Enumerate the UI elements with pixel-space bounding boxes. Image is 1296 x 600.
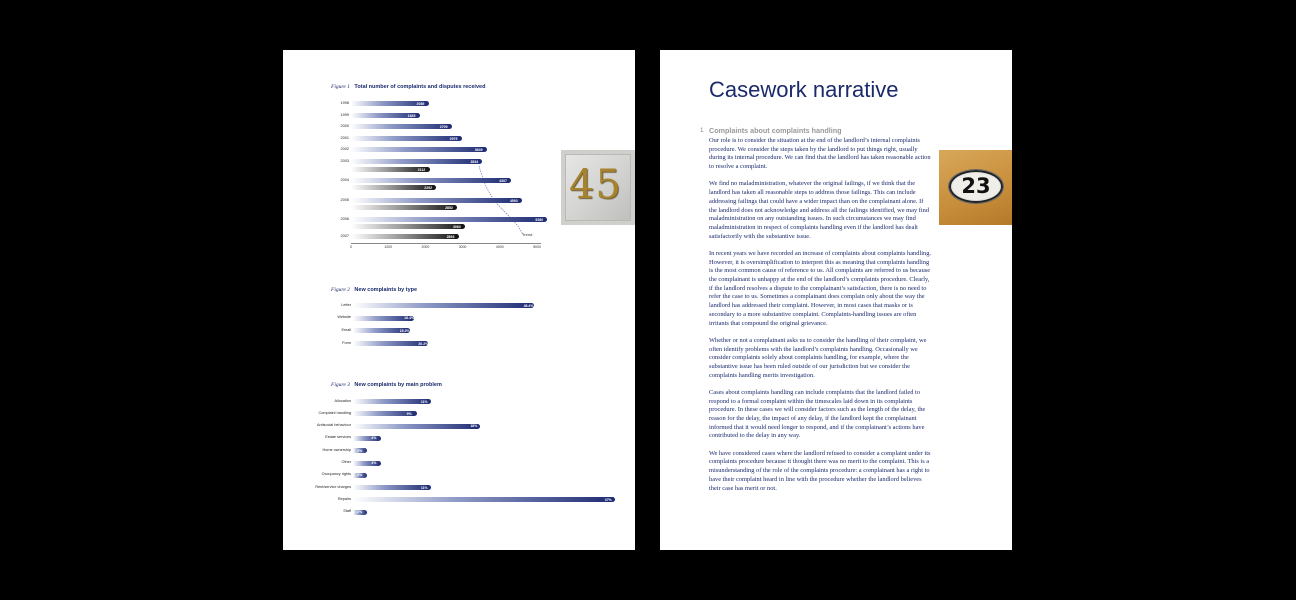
data-label: 4% [371, 461, 377, 465]
year-label: 2005 [340, 197, 349, 202]
year-label: 2002 [340, 146, 349, 151]
year-label: 2001 [340, 135, 349, 140]
number-plate [949, 170, 1003, 203]
data-label: 2975 [449, 136, 458, 141]
bar [353, 341, 428, 346]
category-label: Occupancy rights [321, 472, 351, 477]
body-text [709, 137, 931, 502]
data-label: 2085 [416, 101, 425, 106]
x-tick-label: 5000 [533, 245, 541, 249]
category-label: Estate services [325, 435, 351, 440]
category-label: Letter [341, 302, 351, 307]
bar-total [351, 159, 482, 164]
category-label: Complaint handling [318, 410, 351, 415]
category-label: Home ownership [322, 447, 351, 452]
data-label: 48.4% [523, 303, 534, 308]
year-label: 1998 [340, 100, 349, 105]
year-label: 1999 [340, 112, 349, 117]
bar-total [351, 136, 462, 141]
bar [353, 461, 381, 466]
page-heading: Casework narrative [709, 77, 899, 102]
data-label: 2292 [424, 185, 433, 190]
year-label: 2000 [340, 123, 349, 128]
paragraph-1: Our role is to consider the situation at the end of the landlord’s internal complaints procedure. We consider the steps taken by the landlord to put things right, usually during its internal procedure. We can find that the landlord has taken reasonable action to resolve a complaint. [709, 137, 931, 171]
bar-total [351, 217, 547, 222]
category-label: Repairs [337, 496, 351, 501]
bar [353, 399, 431, 404]
bar [353, 436, 381, 441]
x-tick-label: 3000 [458, 245, 467, 249]
category-label: Antisocial behaviour [317, 423, 351, 428]
house-number-45: 45 [569, 162, 622, 208]
data-label: 4593 [509, 198, 518, 203]
bar [353, 424, 480, 429]
right-page [660, 50, 1012, 550]
x-tick-label: 2000 [421, 245, 430, 249]
x-tick-label: 1000 [384, 245, 393, 249]
data-label: 11% [420, 485, 428, 490]
bar-total [351, 124, 452, 129]
year-label: 2004 [340, 177, 349, 182]
bar-disputes [351, 205, 457, 210]
trend-label: Trend [522, 232, 533, 237]
figure-3-title: New complaints by main problem [354, 382, 442, 388]
data-label: 18% [470, 424, 478, 429]
figure-3-caption [331, 382, 442, 388]
house-number-45-photo [561, 150, 635, 225]
category-label: Allocation [334, 398, 351, 403]
x-axis [351, 243, 541, 244]
figure-3-number: Figure 3 [331, 382, 350, 388]
data-label: 15.2% [399, 328, 410, 333]
data-label: 9% [406, 411, 412, 416]
paragraph-3: In recent years we have recorded an increase of complaints about complaints handling. However, it is oversimplification to interpret this as meaning that complaints handling is the most common cause of reference to us. All complaints are referred to us because the complainant is unhappy at the end of the landlord’s complaints procedure. Clearly, if the landlord resolves a dispute to the complainant’s satisfaction, there is no need to refer the case to us. Sometimes a complainant does complain only about the way the landlord has addressed their complaint. However, in most cases that masks or is secondary to a more substantive complaint. Complaints-handling issues are often irritants that compound the original grievance. [709, 249, 931, 327]
bar [353, 497, 615, 502]
data-label: 2% [357, 448, 363, 453]
data-label: 2% [357, 510, 363, 515]
bar [353, 303, 534, 308]
data-label: 37% [604, 497, 612, 502]
section-title: Complaints about complaints handling [709, 126, 842, 135]
data-label: 3649 [474, 147, 483, 152]
data-label: 3063 [452, 224, 461, 229]
paragraph-4: Whether or not a complainant asks us to consider the handling of their complaint, we often identify problems with the landlord’s complaints handling. Occasionally we consider complaints solely about complaints handling, for example, where the substantive issue has been ruled outside of our jurisdiction but we consider the complaints handling merits investigation. [709, 336, 927, 379]
data-label: 5280 [535, 217, 544, 222]
category-label: Other [341, 460, 351, 464]
left-page [283, 50, 635, 550]
bar-total [351, 147, 487, 152]
figure-1-number: Figure 1 [331, 84, 350, 90]
house-number-23-photo [939, 150, 1012, 225]
paragraph-5: Cases about complaints handling can include complaints that the landlord failed to respond to a formal complaint within the timescales laid down in its complaints procedure. In these cases we will consider factors such as the length of the delay, the reason for the delay, the impact of any delay, if the landlord kept the complainant informed that it would need longer to respond, and if the complainant’s actions have contributed to the delay in any way. [709, 388, 926, 440]
x-tick-label: 0 [350, 245, 352, 249]
data-label: 4307 [499, 178, 508, 183]
bar-total [351, 178, 511, 183]
data-label: 1845 [407, 113, 416, 118]
paragraph-2: We find no maladministration, whatever the original failings, if we think that the landlord has taken all reasonable steps to address those failings. This can include addressing failings that could have a wider impact than on the complainant alone. If the landlord does not acknowledge and address all the failings identified, we may find maladministration on any outstanding issues. In such circumstances we may find maladministration in respect of complaints handling even if the landlord has dealt satisfactorily with the substantive issue. [709, 180, 930, 240]
bar-disputes [351, 234, 459, 239]
data-label: 2112 [417, 167, 426, 172]
figure-1-title: Total number of complaints and disputes received [354, 84, 486, 90]
year-label: 2006 [340, 216, 349, 221]
data-label: 3534 [470, 159, 479, 164]
category-label: Email [341, 327, 351, 332]
bar-total [351, 198, 522, 203]
bar [353, 485, 431, 490]
data-label: 2% [357, 473, 363, 478]
year-label: 2003 [340, 158, 349, 163]
data-label: 4% [371, 436, 377, 441]
year-label: 2007 [340, 233, 349, 238]
figure-2-title: New complaints by type [354, 287, 418, 293]
category-label: Staff [343, 509, 351, 514]
paragraph-6: We have considered cases where the landlord refused to consider a complaint under its complaints procedure because it thought there was no merit to the complaint. This is a misunderstanding of the role of the complaints procedure: a complainant has a right to have their complaint heard in line with the procedure whether the landlord believes their case has merit or not. [709, 449, 931, 492]
data-label: 16.4% [404, 316, 415, 321]
data-label: 11% [420, 399, 428, 404]
category-label: Rent/service charges [315, 484, 351, 489]
section-number: 1 [700, 127, 704, 134]
figure-2-number: Figure 2 [331, 287, 350, 293]
data-label: 2893 [446, 234, 455, 239]
category-label: Form [342, 340, 351, 345]
data-label: 2852 [445, 205, 453, 210]
figure-2-caption [331, 287, 417, 293]
x-tick-label: 4000 [495, 245, 504, 249]
category-label: Website [337, 315, 351, 320]
data-label: 20.2% [418, 341, 429, 346]
data-label: 2709 [439, 124, 448, 129]
bar-disputes [351, 224, 465, 229]
house-number-23: 23 [961, 174, 991, 198]
